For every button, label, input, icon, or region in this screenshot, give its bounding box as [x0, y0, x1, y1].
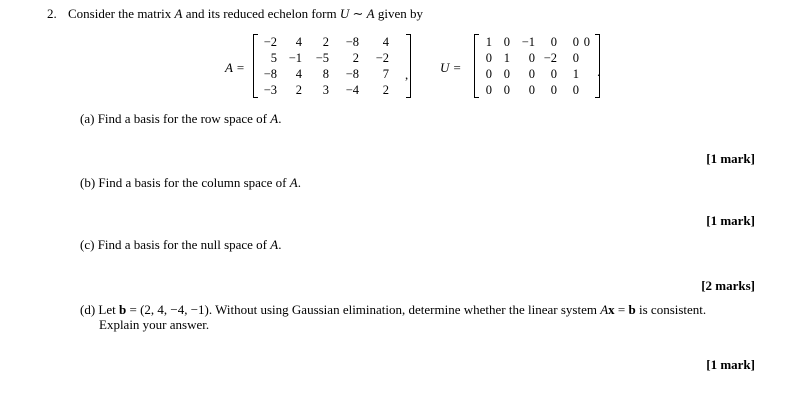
question-intro: Consider the matrix A and its reduced echelon form U ∼ A given by — [68, 6, 423, 21]
matrix-u-entry: 0 — [485, 83, 492, 97]
matrix-u-label: U = — [440, 60, 462, 75]
matrix-a-label: A = — [225, 60, 245, 75]
matrix-a-entry: −8 — [263, 67, 277, 81]
matrix-a — [253, 34, 411, 98]
matrix-a-entry: 2 — [382, 83, 389, 97]
matrix-u-entry: 0 — [550, 67, 557, 81]
matrix-u-entry: −1 — [521, 35, 535, 49]
matrix-a-entry: 4 — [295, 67, 302, 81]
part-c: (c) Find a basis for the null space of A. — [80, 237, 282, 252]
matrix-end-period: . — [597, 64, 601, 79]
matrix-a-entry: 3 — [322, 83, 329, 97]
question-number: 2. — [47, 6, 57, 21]
part-a-marks: [1 mark] — [706, 151, 755, 166]
matrix-u-entry: 0 — [572, 35, 579, 49]
matrix-u-entry — [579, 82, 590, 98]
part-b: (b) Find a basis for the column space of A. — [80, 175, 301, 190]
matrix-a-entry: −8 — [345, 35, 359, 49]
matrix-a-entry: 4 — [295, 35, 302, 49]
matrix-u-entry: 0 — [528, 83, 535, 97]
part-a: (a) Find a basis for the row space of A. — [80, 111, 282, 126]
part-d-marks: [1 mark] — [706, 357, 755, 372]
matrix-a-entry: 7 — [382, 67, 389, 81]
matrix-u-entry: 0 — [503, 67, 510, 81]
part-d-line2: Explain your answer. — [99, 317, 210, 332]
matrix-a-entry: 8 — [322, 67, 329, 81]
matrix-a-entry: 5 — [270, 51, 277, 65]
matrix-u-entry: 0 — [550, 83, 557, 97]
part-b-marks: [1 mark] — [706, 213, 755, 228]
matrix-u-entry: 0 — [550, 35, 557, 49]
matrix-a-entry: −4 — [345, 83, 359, 97]
matrix-a-entry: 2 — [295, 83, 302, 97]
matrix-u-entry: 0 — [503, 35, 510, 49]
matrix-a-entry: −8 — [345, 67, 359, 81]
matrix-u-entry: 0 — [583, 35, 590, 49]
matrix-u-entry: 1 — [503, 51, 510, 65]
matrix-u-entry: 0 — [528, 67, 535, 81]
matrix-a-entry: −1 — [288, 51, 302, 65]
matrix-a-entry: −2 — [375, 51, 389, 65]
part-c-marks: [2 marks] — [701, 278, 755, 293]
matrix-a-entry: −5 — [315, 51, 329, 65]
matrix-u-entry: 1 — [572, 67, 579, 81]
matrix-u-entry — [579, 66, 590, 82]
matrix-u-entry: 0 — [528, 51, 535, 65]
matrix-u — [474, 34, 600, 98]
matrix-a-entry: 2 — [322, 35, 329, 49]
matrix-a-entry: −2 — [263, 35, 277, 49]
matrix-u-entry: 0 — [572, 51, 579, 65]
matrix-u-entry: 0 — [572, 83, 579, 97]
matrix-a-entry: −3 — [263, 83, 277, 97]
matrix-a-entry: 4 — [382, 35, 389, 49]
matrix-u-entry: 1 — [485, 35, 492, 49]
part-d: (d) Let b = (2, 4, −4, −1). Without using Gaussian elimination, determine whether the linear system Ax = b is consistent. — [80, 302, 707, 317]
matrix-u-entry: −2 — [543, 51, 557, 65]
matrix-separator: , — [405, 67, 409, 82]
matrix-u-entry — [579, 50, 590, 66]
matrix-u-entry: 0 — [485, 67, 492, 81]
matrix-u-entry: 0 — [503, 83, 510, 97]
matrix-u-entry: 0 — [485, 51, 492, 65]
matrix-a-entry: 2 — [352, 51, 359, 65]
